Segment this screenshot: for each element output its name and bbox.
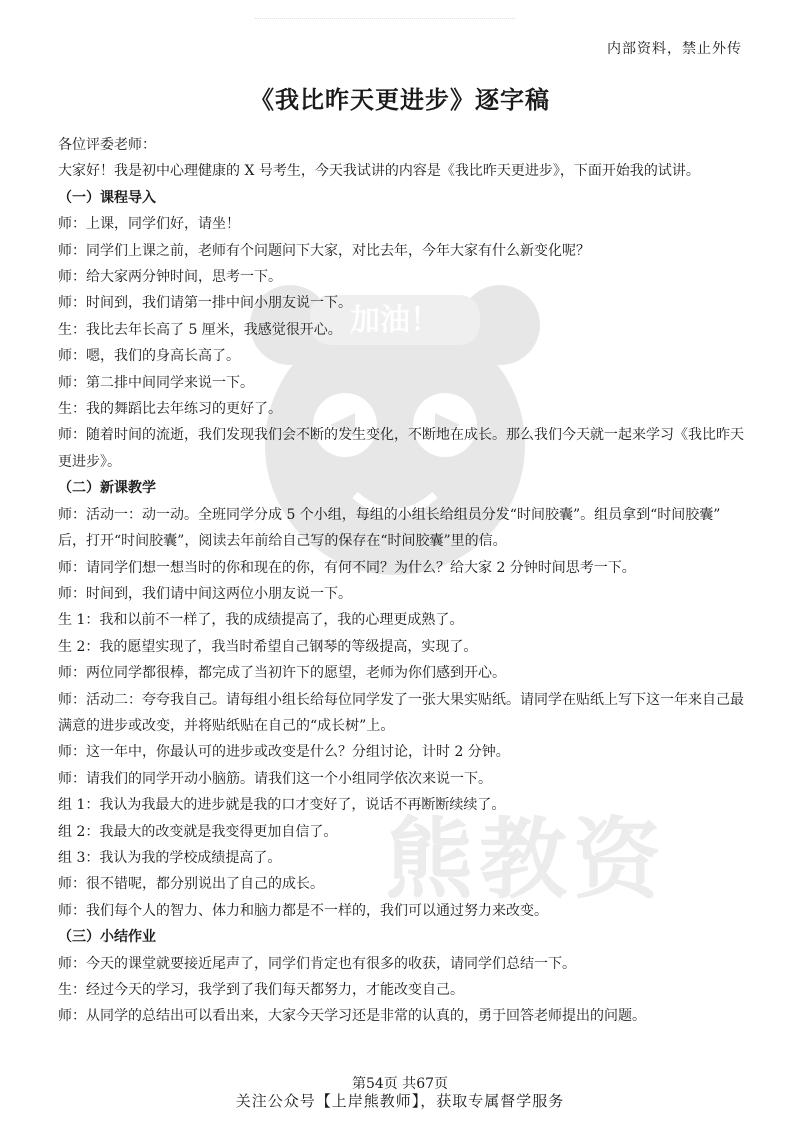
transcript-line: 师：第二排中间同学来说一下。	[58, 374, 254, 391]
transcript-line: 师：请同学们想一想当时的你和现在的你，有何不同？为什么？给大家 2 分钟时间思考一下。	[58, 559, 636, 576]
transcript-line: 师：今天的课堂就要接近尾声了，同学们肯定也有很多的收获，请同学们总结一下。	[58, 955, 576, 972]
transcript-line: 师：活动二：夸夸我自己。请每组小组长给每位同学发了一张大果实贴纸。请同学在贴纸上写下这一年来自己最	[58, 691, 744, 708]
transcript-line: 师：给大家两分钟时间，思考一下。	[58, 269, 282, 286]
watermark-text: 熊教资	[385, 808, 668, 911]
transcript-line: 生 2：我的愿望实现了，我当时希望自己钢琴的等级提高，实现了。	[58, 638, 478, 655]
transcript-line: 师：从同学的总结出可以看出来，大家今天学习还是非常的认真的，勇于回答老师提出的问题。	[58, 1008, 646, 1025]
transcript-line: 师：时间到，我们请中间这两位小朋友说一下。	[58, 585, 352, 602]
section-heading: （一）课程导入	[58, 189, 156, 206]
transcript-line: 大家好！我是初中心理健康的 X 号考生，今天我试讲的内容是《我比昨天更进步》，下面开始我的试讲。	[58, 163, 700, 180]
footer-promo: 关注公众号【上岸熊教师】，获取专属督学服务	[235, 1092, 565, 1110]
transcript-body	[58, 132, 748, 1030]
transcript-line: 生：经过今天的学习，我学到了我们每天都努力，才能改变自己。	[58, 982, 464, 998]
watermark-badge-text: 加油！	[350, 303, 440, 338]
transcript-line: 更进步》。	[58, 453, 121, 470]
transcript-line: 师：同学们上课之前，老师有个问题问下大家，对比去年，今年大家有什么新变化呢？	[58, 242, 590, 259]
transcript-line: 生：我比去年长高了 5 厘米，我感觉很开心。	[58, 321, 342, 338]
transcript-line: 组 2：我最大的改变就是我变得更加自信了。	[58, 823, 338, 840]
transcript-line: 师：上课，同学们好，请坐！	[58, 216, 240, 233]
transcript-line: 师：我们每个人的智力、体力和脑力都是不一样的，我们可以通过努力来改变。	[58, 902, 548, 919]
section-heading: （二）新课教学	[58, 480, 156, 497]
transcript-line: 师：时间到，我们请第一排中间小朋友说一下。	[58, 295, 352, 312]
section-heading: （三）小结作业	[58, 929, 156, 946]
transcript-line: 后，打开“时间胶囊”，阅读去年前给自己写的保存在“时间胶囊”里的信。	[58, 533, 507, 550]
transcript-line: 师：请我们的同学开动小脑筋。请我们这一个小组同学依次来说一下。	[58, 770, 492, 787]
transcript-line: 生：我的舞蹈比去年练习的更好了。	[58, 401, 282, 418]
transcript-line: 师：这一年中，你最认可的进步或改变是什么？分组讨论，计时 2 分钟。	[58, 744, 510, 761]
page-number: 第54页 共67页	[351, 1076, 449, 1092]
transcript-line: 师：很不错呢，都分别说出了自己的成长。	[58, 876, 324, 893]
transcript-line: 各位评委老师：	[58, 137, 156, 153]
transcript-line: 师：随着时间的流逝，我们发现我们会不断的发生变化，不断地在成长。那么我们今天就一起来学习《我比昨天	[58, 427, 744, 444]
transcript-line: 师：活动一：动一动。全班同学分成 5 个小组，每组的小组长给组员分发“时间胶囊”。组员拿到“时间胶囊”	[58, 506, 721, 523]
top-faint-line	[255, 8, 515, 19]
transcript-line: 生 1：我和以前不一样了，我的成绩提高了，我的心理更成熟了。	[58, 612, 464, 629]
transcript-line: 组 1：我认为我最大的进步就是我的口才变好了，说话不再断断续续了。	[58, 797, 506, 814]
transcript-line: 师：两位同学都很棒，都完成了当初许下的愿望，老师为你们感到开心。	[58, 665, 506, 682]
document-title: 《我比昨天更进步》逐字稿	[250, 86, 550, 114]
confidential-note: 内部资料，禁止外传	[607, 41, 742, 57]
transcript-line: 组 3：我认为我的学校成绩提高了。	[58, 849, 282, 866]
transcript-line: 师：嗯，我们的身高长高了。	[58, 348, 240, 365]
transcript-line: 满意的进步或改变，并将贴纸贴在自己的“成长树”上。	[58, 717, 395, 734]
